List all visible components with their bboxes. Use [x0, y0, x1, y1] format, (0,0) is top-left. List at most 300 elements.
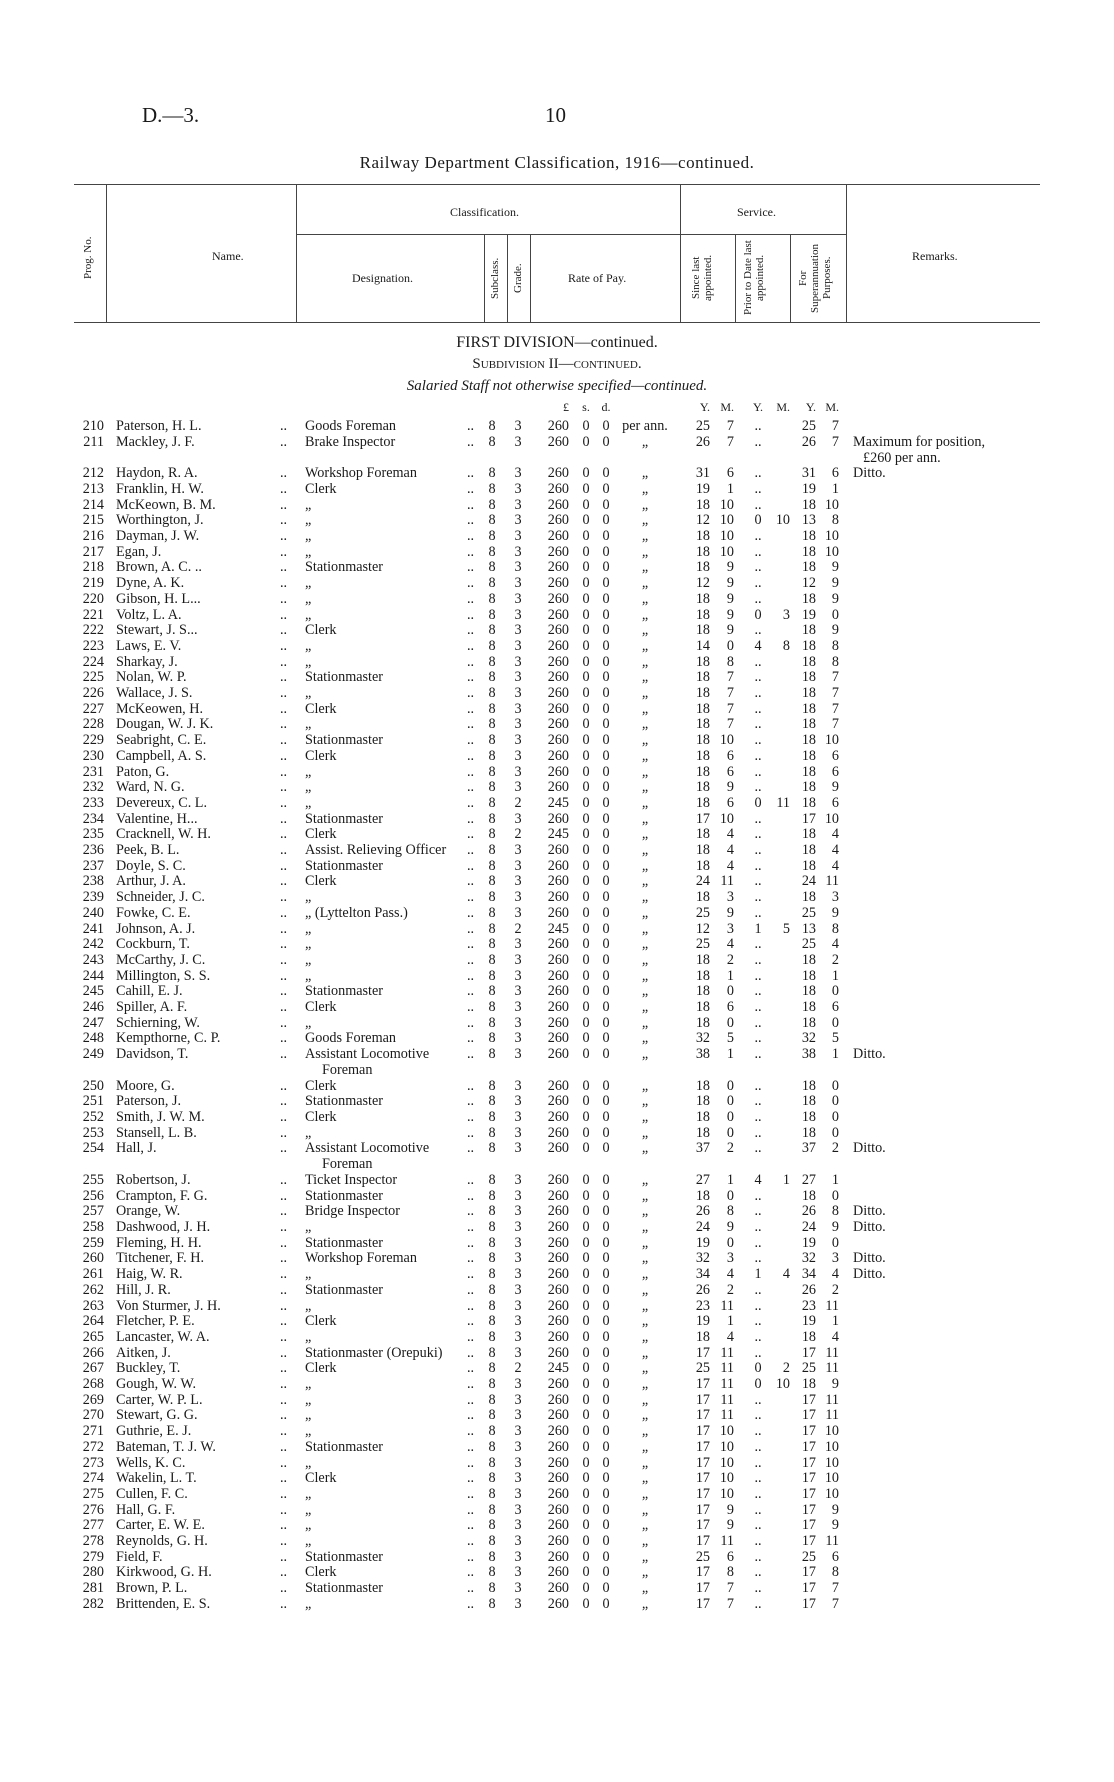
- name-cell: Cockburn, T.: [116, 936, 190, 953]
- table-row: [0, 1486, 1114, 1502]
- subclass-cell: 8: [488, 637, 496, 654]
- prior-years-cell: ..: [754, 1391, 762, 1408]
- prog-no-cell: 270: [82, 1407, 104, 1424]
- name-cell: McKeown, B. M.: [116, 496, 216, 513]
- prog-no-cell: 272: [82, 1438, 104, 1455]
- pay-pence-cell: 0: [602, 1297, 610, 1314]
- table-row: [0, 889, 1114, 905]
- pay-pounds-cell: 260: [547, 622, 569, 639]
- designation-header: Designation.: [352, 271, 413, 285]
- since-years-cell: 18: [695, 967, 710, 984]
- super-years-cell: 18: [801, 857, 816, 874]
- pay-shillings-cell: 0: [582, 857, 590, 874]
- pay-pence-cell: 0: [602, 951, 610, 968]
- subclass-cell: 8: [488, 1313, 496, 1330]
- super-months-cell: 8: [831, 1564, 839, 1581]
- name-cell: Hall, G. F.: [116, 1501, 176, 1518]
- prog-no-cell: 218: [82, 559, 104, 576]
- table-row: [0, 826, 1114, 842]
- table-row: [0, 716, 1114, 732]
- since-months-cell: 0: [726, 1077, 734, 1094]
- super-months-cell: 2: [831, 1281, 839, 1298]
- leader-dots: ..: [467, 1564, 475, 1581]
- super-years-cell: 25: [801, 1360, 816, 1377]
- pay-pence-cell: 0: [602, 1313, 610, 1330]
- grade-cell: 3: [514, 1438, 522, 1455]
- name-cell: Dyne, A. K.: [116, 575, 185, 592]
- prior-years-cell: ..: [754, 590, 762, 607]
- pay-shillings-cell: 0: [582, 543, 590, 560]
- since-years-cell: 26: [695, 1281, 710, 1298]
- pay-shillings-cell: 0: [582, 1077, 590, 1094]
- header-top-rule: [74, 184, 1040, 185]
- prog-no-cell: 252: [82, 1109, 104, 1125]
- pay-shillings-cell: 0: [582, 653, 590, 670]
- table-row: [0, 1345, 1114, 1361]
- super-years-cell: 25: [801, 1548, 816, 1565]
- leader-dots: ..: [467, 1360, 475, 1377]
- leader-dots: ..: [467, 1470, 475, 1487]
- subclass-cell: 8: [488, 857, 496, 874]
- prog-no-cell: 238: [82, 873, 104, 890]
- leader-dots: ..: [467, 1266, 475, 1283]
- since-months-cell: 4: [726, 1266, 734, 1283]
- leader-dots: ..: [280, 1140, 288, 1157]
- since-years-cell: 12: [695, 512, 710, 529]
- designation-cell: „: [305, 1124, 312, 1141]
- pay-pence-cell: 0: [602, 763, 610, 780]
- prior-months-cell: 11: [776, 794, 790, 811]
- since-years-cell: 18: [695, 1109, 710, 1125]
- classification-header: Classification.: [450, 205, 519, 219]
- pay-pounds-cell: 260: [547, 575, 569, 592]
- prog-no-cell: 233: [82, 794, 104, 811]
- grade-cell: 3: [514, 559, 522, 576]
- name-cell: Haig, W. R.: [116, 1266, 183, 1283]
- designation-cell: Workshop Foreman: [305, 1250, 417, 1267]
- pay-shillings-cell: 0: [582, 747, 590, 764]
- super-years-cell: 18: [801, 700, 816, 717]
- prior-years-cell: ..: [754, 999, 762, 1015]
- since-years-cell: 18: [695, 1077, 710, 1094]
- leader-dots: ..: [467, 747, 475, 764]
- pay-pounds-cell: 260: [547, 1423, 569, 1440]
- pay-shillings-cell: 0: [582, 1030, 590, 1047]
- super-months-cell: 7: [831, 418, 839, 434]
- since-months-cell: 7: [726, 418, 734, 434]
- pay-pounds-cell: 260: [547, 1014, 569, 1031]
- super-years-cell: 18: [801, 999, 816, 1015]
- prog-no-cell: 219: [82, 575, 104, 592]
- super-years-cell: 13: [801, 512, 816, 529]
- name-cell: McKeowen, H.: [116, 700, 204, 717]
- grade-cell: 3: [514, 1014, 522, 1031]
- super-months-cell: 10: [824, 543, 839, 560]
- designation-cell: „: [305, 1297, 312, 1314]
- pay-shillings-cell: 0: [582, 496, 590, 513]
- super-years-cell: 17: [801, 1344, 816, 1361]
- since-years-cell: 32: [695, 1250, 710, 1267]
- pay-pence-cell: 0: [602, 904, 610, 921]
- leader-dots: ..: [280, 1281, 288, 1298]
- super-years-cell: 31: [801, 465, 816, 482]
- super-years-cell: 18: [801, 779, 816, 796]
- since-months-cell: 4: [726, 857, 734, 874]
- since-years-cell: 18: [695, 606, 710, 623]
- super-months-cell: 11: [825, 1297, 839, 1314]
- pay-shillings-cell: 0: [582, 700, 590, 717]
- prog-no-cell: 281: [82, 1580, 104, 1597]
- since-years-cell: 27: [695, 1171, 710, 1188]
- name-cell: Orange, W.: [116, 1203, 181, 1220]
- pay-pence-cell: 0: [602, 496, 610, 513]
- prog-no-cell: 237: [82, 857, 104, 874]
- name-cell: Field, F.: [116, 1548, 163, 1565]
- prior-years-cell: ..: [754, 826, 762, 843]
- super-months-cell: 8: [831, 920, 839, 937]
- pay-pence-cell: 0: [602, 936, 610, 953]
- since-years-cell: 18: [695, 1093, 710, 1110]
- prog-no-cell: 268: [82, 1376, 104, 1392]
- pay-period-cell: „: [641, 873, 649, 890]
- name-cell: Paton, G.: [116, 763, 170, 780]
- table-row: [0, 1549, 1114, 1565]
- prior-years-cell: ..: [754, 951, 762, 968]
- subclass-cell: 8: [488, 606, 496, 623]
- super-years-cell: 18: [801, 1376, 816, 1392]
- pay-shillings-cell: 0: [582, 669, 590, 686]
- leader-dots: ..: [280, 1376, 288, 1392]
- prog-no-cell: 276: [82, 1501, 104, 1518]
- leader-dots: ..: [467, 1454, 475, 1471]
- pay-shillings-cell: 0: [582, 967, 590, 984]
- pay-pounds-cell: 260: [547, 1250, 569, 1267]
- prior-years-cell: ..: [754, 669, 762, 686]
- designation-cell: Clerk: [305, 1470, 337, 1487]
- table-row: [0, 1596, 1114, 1612]
- since-years-cell: 17: [695, 1344, 710, 1361]
- super-years-cell: 12: [801, 575, 816, 592]
- name-cell: Sharkay, J.: [116, 653, 178, 670]
- pay-shillings-cell: 0: [582, 1407, 590, 1424]
- super-years-cell: 18: [801, 590, 816, 607]
- table-row: [0, 1015, 1114, 1031]
- subclass-cell: 8: [488, 763, 496, 780]
- name-cell: Campbell, A. S.: [116, 747, 207, 764]
- super-years-cell: 18: [801, 637, 816, 654]
- since-years-cell: 17: [695, 1501, 710, 1518]
- pay-shillings-cell: 0: [582, 480, 590, 497]
- prog-no-cell: 216: [82, 528, 104, 544]
- subclass-cell: 8: [488, 1328, 496, 1345]
- name-cell: Millington, S. S.: [116, 967, 211, 984]
- super-months-cell: 10: [824, 1423, 839, 1440]
- since-years-cell: 24: [695, 1219, 710, 1235]
- super-years-cell: 18: [801, 685, 816, 701]
- super-years-cell: 18: [801, 889, 816, 906]
- since-years-cell: 17: [695, 1485, 710, 1502]
- name-cell: Smith, J. W. M.: [116, 1109, 205, 1125]
- prog-no-cell: 215: [82, 512, 104, 529]
- pay-pounds-cell: 260: [547, 637, 569, 654]
- since-years-cell: 17: [695, 1564, 710, 1581]
- pay-shillings-cell: 0: [582, 842, 590, 858]
- page-title: Railway Department Classification, 1916—continued.: [359, 153, 755, 172]
- designation-cell: „: [305, 889, 312, 906]
- name-cell: Johnson, A. J.: [116, 920, 196, 937]
- prior-years-cell: ..: [754, 732, 762, 749]
- subclass-cell: 8: [488, 1407, 496, 1424]
- since-years-cell: 18: [695, 1328, 710, 1345]
- leader-dots: ..: [280, 1109, 288, 1125]
- prog-no-cell: 231: [82, 763, 104, 780]
- prog-no-cell: 226: [82, 685, 104, 701]
- pay-period-cell: „: [641, 700, 649, 717]
- super-years-cell: 18: [801, 951, 816, 968]
- since-months-cell: 7: [726, 700, 734, 717]
- grade-cell: 3: [514, 1454, 522, 1471]
- leader-dots: ..: [280, 951, 288, 968]
- pay-pounds-cell: 260: [547, 1407, 569, 1424]
- prog-no-cell: 273: [82, 1454, 104, 1471]
- name-cell: Brown, A. C. ..: [116, 559, 202, 576]
- subclass-cell: 8: [488, 1187, 496, 1204]
- designation-cell: Clerk: [305, 700, 337, 717]
- leader-dots: ..: [467, 794, 475, 811]
- since-years-cell: 18: [695, 747, 710, 764]
- designation-cell: Goods Foreman: [305, 418, 397, 434]
- since-years-cell: 37: [695, 1140, 710, 1157]
- table-row: [0, 481, 1114, 497]
- since-months-cell: 0: [726, 1109, 734, 1125]
- pay-shillings-cell: 0: [582, 904, 590, 921]
- name-cell: Crampton, F. G.: [116, 1187, 208, 1204]
- table-row: [0, 1313, 1114, 1329]
- pay-shillings-cell: 0: [582, 1376, 590, 1392]
- pay-pence-cell: 0: [602, 1485, 610, 1502]
- designation-cell: „: [305, 1266, 312, 1283]
- super-months-cell: 0: [831, 1014, 839, 1031]
- since-months-cell: 1: [726, 1171, 734, 1188]
- subclass-cell: 8: [488, 669, 496, 686]
- super-years-cell: 17: [801, 1501, 816, 1518]
- subclass-cell: 8: [488, 1344, 496, 1361]
- prior-months-cell: 8: [782, 637, 790, 654]
- leader-dots: ..: [280, 653, 288, 670]
- subclass-cell: 8: [488, 1124, 496, 1141]
- name-cell: Hill, J. R.: [116, 1281, 171, 1298]
- leader-dots: ..: [467, 1595, 475, 1612]
- name-cell: Wallace, J. S.: [116, 685, 193, 701]
- prog-no-cell: 266: [82, 1344, 104, 1361]
- pay-period-cell: „: [641, 951, 649, 968]
- grade-cell: 3: [514, 1344, 522, 1361]
- pay-shillings-cell: 0: [582, 889, 590, 906]
- since-months-cell: 7: [726, 669, 734, 686]
- name-cell: Fleming, H. H.: [116, 1234, 202, 1251]
- designation-cell: Stationmaster: [305, 1438, 384, 1455]
- table-row: [0, 905, 1114, 921]
- prog-no-cell: 225: [82, 669, 104, 686]
- pay-pence-cell: 0: [602, 842, 610, 858]
- leader-dots: ..: [280, 904, 288, 921]
- since-years-cell: 18: [695, 889, 710, 906]
- subclass-cell: 8: [488, 1438, 496, 1455]
- pay-pounds-cell: 260: [547, 747, 569, 764]
- pay-shillings-cell: 0: [582, 465, 590, 482]
- prior-years-cell: ..: [754, 1140, 762, 1157]
- pay-period-cell: „: [641, 1014, 649, 1031]
- subclass-cell: 8: [488, 999, 496, 1015]
- since-months-cell: 11: [720, 1344, 734, 1361]
- since-years-cell: 17: [695, 1595, 710, 1612]
- pay-pounds-cell: 260: [547, 480, 569, 497]
- leader-dots: ..: [467, 1517, 475, 1534]
- pay-shillings-cell: 0: [582, 1219, 590, 1235]
- prior-years-cell: ..: [754, 873, 762, 890]
- table-row: [0, 811, 1114, 827]
- super-months-cell: 9: [831, 1501, 839, 1518]
- table-row: [0, 685, 1114, 701]
- pay-shillings-cell: 0: [582, 1391, 590, 1408]
- leader-dots: ..: [467, 1203, 475, 1220]
- name-cell: Robertson, J.: [116, 1171, 191, 1188]
- leader-dots: ..: [467, 465, 475, 482]
- pay-pounds-cell: 260: [547, 1454, 569, 1471]
- grade-cell: 3: [514, 1124, 522, 1141]
- prog-no-cell: 253: [82, 1124, 104, 1141]
- super-months-cell: 10: [824, 1438, 839, 1455]
- designation-cell: Clerk: [305, 999, 337, 1015]
- subclass-cell: 8: [488, 1360, 496, 1377]
- name-cell: Brown, P. L.: [116, 1580, 188, 1597]
- leader-dots: ..: [280, 590, 288, 607]
- leader-dots: ..: [280, 1030, 288, 1047]
- prior-years-cell: ..: [754, 842, 762, 858]
- since-months-cell: 9: [726, 1501, 734, 1518]
- pay-pence-cell: 0: [602, 1580, 610, 1597]
- prog-no-cell: 220: [82, 590, 104, 607]
- table-row: [0, 528, 1114, 544]
- prior-years-cell: 1: [754, 920, 762, 937]
- pay-pounds-cell: 260: [547, 512, 569, 529]
- super-months-cell: 1: [831, 1313, 839, 1330]
- pay-period-cell: „: [641, 889, 649, 906]
- subclass-cell: 8: [488, 904, 496, 921]
- designation-cell: Stationmaster: [305, 559, 384, 576]
- leader-dots: ..: [280, 1093, 288, 1110]
- pay-period-cell: „: [641, 1517, 649, 1534]
- designation-cell: „ (Lyttelton Pass.): [305, 904, 408, 921]
- designation-cell: Stationmaster: [305, 983, 384, 1000]
- pay-pence-cell: 0: [602, 1360, 610, 1377]
- since-years-cell: 31: [695, 465, 710, 482]
- pay-period-cell: „: [641, 1219, 649, 1235]
- pay-pounds-cell: 260: [547, 606, 569, 623]
- pay-pence-cell: 0: [602, 1140, 610, 1157]
- grade-cell: 3: [514, 842, 522, 858]
- table-row: [0, 512, 1114, 528]
- since-months-cell: 9: [726, 779, 734, 796]
- prior-years-cell: ..: [754, 1548, 762, 1565]
- prog-no-cell: 259: [82, 1234, 104, 1251]
- pay-period-cell: „: [641, 1171, 649, 1188]
- subclass-cell: 8: [488, 1203, 496, 1220]
- pay-shillings-cell: 0: [582, 528, 590, 544]
- leader-dots: ..: [467, 418, 475, 434]
- name-cell: Brittenden, E. S.: [116, 1595, 211, 1612]
- pay-pence-cell: 0: [602, 1533, 610, 1549]
- pay-shillings-cell: 0: [582, 1360, 590, 1377]
- table-row: [0, 858, 1114, 874]
- pay-pence-cell: 0: [602, 794, 610, 811]
- leader-dots: ..: [467, 779, 475, 796]
- super-months-cell: 1: [831, 480, 839, 497]
- super-months-cell: 6: [831, 465, 839, 482]
- since-months-cell: 9: [726, 1517, 734, 1534]
- super-months-cell: 4: [831, 936, 839, 953]
- pay-pounds-cell: 260: [547, 1344, 569, 1361]
- prior-years-cell: ..: [754, 1297, 762, 1314]
- pay-period-cell: „: [641, 1030, 649, 1047]
- subclass-cell: 8: [488, 465, 496, 482]
- super-years-cell: 17: [801, 1454, 816, 1471]
- table-row: [0, 1250, 1114, 1266]
- grade-cell: 3: [514, 512, 522, 529]
- table-row: [0, 983, 1114, 999]
- grade-cell: 3: [514, 1171, 522, 1188]
- subclass-cell: 8: [488, 983, 496, 1000]
- leader-dots: ..: [280, 747, 288, 764]
- leader-dots: ..: [280, 543, 288, 560]
- name-cell: Stewart, G. G.: [116, 1407, 198, 1424]
- pay-period-cell: „: [641, 1501, 649, 1518]
- pay-pence-cell: 0: [602, 716, 610, 733]
- super-months-cell: 10: [824, 732, 839, 749]
- table-row: [0, 559, 1114, 575]
- table-row: [0, 1455, 1114, 1471]
- super-years-cell: 18: [801, 653, 816, 670]
- leader-dots: ..: [467, 543, 475, 560]
- leader-dots: ..: [280, 826, 288, 843]
- leader-dots: ..: [467, 763, 475, 780]
- pay-shillings-cell: 0: [582, 1313, 590, 1330]
- name-cell: Cahill, E. J.: [116, 983, 183, 1000]
- pay-pounds-cell: 260: [547, 810, 569, 827]
- since-months-cell: 10: [719, 496, 734, 513]
- super-years-cell: 24: [801, 873, 816, 890]
- remarks-continued-cell: £260 per ann.: [863, 449, 941, 466]
- grade-cell: 3: [514, 763, 522, 780]
- pay-shillings-cell: 0: [582, 810, 590, 827]
- designation-cell: „: [305, 1454, 312, 1471]
- pay-pence-cell: 0: [602, 983, 610, 1000]
- pay-period-cell: „: [641, 1187, 649, 1204]
- pay-shillings-cell: 0: [582, 1454, 590, 1471]
- prior-years-cell: ..: [754, 1281, 762, 1298]
- leader-dots: ..: [467, 1014, 475, 1031]
- subclass-cell: 8: [488, 1077, 496, 1094]
- prog-no-cell: 211: [83, 433, 104, 450]
- prog-no-cell: 256: [82, 1187, 104, 1204]
- since-months-cell: 10: [719, 810, 734, 827]
- super-years-cell: 19: [801, 606, 816, 623]
- leader-dots: ..: [467, 951, 475, 968]
- grade-cell: 3: [514, 1423, 522, 1440]
- pay-pounds-cell: 245: [547, 794, 569, 811]
- pay-pence-cell: 0: [602, 637, 610, 654]
- super-months-cell: 6: [831, 1548, 839, 1565]
